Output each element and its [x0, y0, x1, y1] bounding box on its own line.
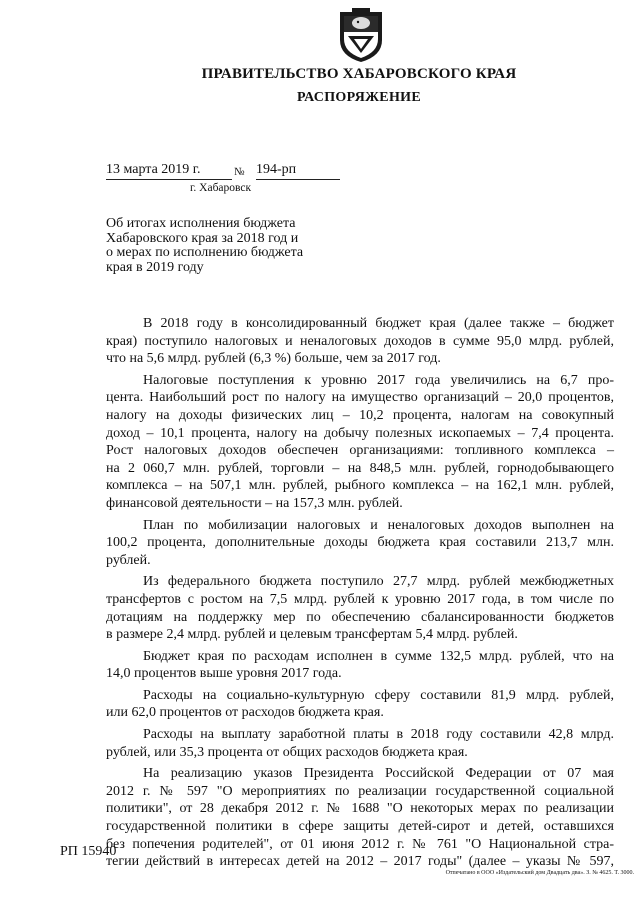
document-city: г. Хабаровск	[190, 182, 252, 194]
number-label: №	[234, 166, 245, 178]
subject-line: о мерах по исполнению бюджета	[106, 245, 304, 260]
text-line: 14,0 процентов выше уровня 2017 года.	[106, 666, 342, 682]
coat-of-arms-icon	[336, 6, 386, 64]
text-line: на 2 060,7 млн. рублей, торговли – на 848,5 млн. рублей, горнодобывающего	[106, 460, 614, 476]
text-line: что на 5,6 млрд. рублей (6,3 %) больше, чем за 2017 год.	[106, 351, 441, 367]
text-line: Бюджет края по расходам исполнен в сумме 132,5 млрд. рублей, что на	[143, 648, 614, 664]
text-line: государственной политики в сфере защиты детей-сирот и детей, оставшихся	[106, 819, 614, 835]
paragraph	[106, 372, 614, 513]
document-code: РП 15940	[60, 844, 117, 859]
text-line: План по мобилизации налоговых и неналоговых доходов выполнен на	[143, 517, 614, 533]
document-number: 194-рп	[256, 162, 340, 180]
paragraph	[106, 648, 614, 683]
text-line: рублей, или 35,3 процента от общих расходов бюджета края.	[106, 744, 468, 760]
text-line: цента. Наибольший рост по налогу на имущество организаций – 20,0 процентов,	[106, 390, 614, 406]
text-line: На реализацию указов Президента Российской Федерации от 07 мая	[143, 766, 614, 782]
document-body	[106, 315, 614, 875]
subject-line: Об итогах исполнения бюджета	[106, 216, 296, 231]
text-line: края) поступило налоговых и неналоговых доходов в сумме 95,0 млрд. рублей,	[106, 333, 614, 349]
text-line: Налоговые поступления к уровню 2017 года увеличились на 6,7 про-	[143, 372, 614, 388]
text-line: рублей.	[106, 552, 151, 568]
text-line: финансовой деятельности – на 157,3 млн. рублей.	[106, 495, 403, 511]
text-line: дотациям на поддержку мер по обеспечению сбалансированности бюджетов	[106, 609, 614, 625]
paragraph	[106, 315, 614, 368]
text-line: В 2018 году в консолидированный бюджет края (далее также – бюджет	[143, 316, 614, 331]
paragraph	[106, 573, 614, 643]
document-subject	[106, 217, 336, 275]
paragraph	[106, 726, 614, 761]
text-line: налогу на доходы физических лиц – 10,2 процента, налогам на совокупный	[106, 407, 614, 423]
text-line: Расходы на социально-культурную сферу составили 81,9 млрд. рублей,	[143, 687, 614, 703]
text-line: доход – 10,1 процента, налогу на добычу полезных ископаемых – 7,4 процента.	[106, 425, 614, 441]
text-line: без попечения родителей", от 01 июня 2012 г. № 761 "О Национальной стра-	[106, 836, 614, 852]
paragraph	[106, 517, 614, 570]
subject-line: Хабаровского края за 2018 год и	[106, 230, 299, 246]
text-line: Из федерального бюджета поступило 27,7 млрд. рублей межбюджетных	[143, 574, 614, 590]
subject-line: края в 2019 году	[106, 259, 204, 275]
text-line: политики", от 28 декабря 2012 г. № 1688 "О некоторых мерах по реализации	[106, 801, 614, 817]
text-line: Расходы на выплату заработной платы в 2018 году составили 42,8 млрд.	[143, 727, 614, 743]
text-line: или 62,0 процентов от расходов бюджета края.	[106, 705, 384, 721]
document-date: 13 марта 2019 г.	[106, 162, 232, 180]
document-type: РАСПОРЯЖЕНИЕ	[297, 90, 421, 105]
text-line: тегии действий в интересах детей на 2012 – 2017 годы" (далее – указы № 597,	[106, 854, 614, 870]
text-line: 2012 г. № 597 "О мероприятиях по реализации государственной социальной	[106, 783, 614, 799]
printer-imprint: Отпечатано в ООО «Издательский дом Двадцать два». З. № 4625. Т. 3000.	[445, 870, 634, 876]
text-line: Рост налоговых доходов обеспечен организациями: топливного комплекса –	[106, 443, 614, 459]
text-line: 100,2 процента, дополнительные доходы бюджета края составили 213,7 млн.	[106, 535, 614, 551]
government-title: ПРАВИТЕЛЬСТВО ХАБАРОВСКОГО КРАЯ	[201, 66, 517, 82]
paragraph	[106, 687, 614, 722]
text-line: комплекса – на 507,1 млн. рублей, рыбного комплекса – на 162,1 млн. рублей,	[106, 478, 614, 494]
paragraph	[106, 765, 614, 871]
text-line: трансфертов с ростом на 7,5 млрд. рублей к уровню 2017 года, в том числе по	[106, 591, 614, 607]
text-line: в размере 2,4 млрд. рублей и целевым трансфертам 5,4 млрд. рублей.	[106, 627, 518, 643]
